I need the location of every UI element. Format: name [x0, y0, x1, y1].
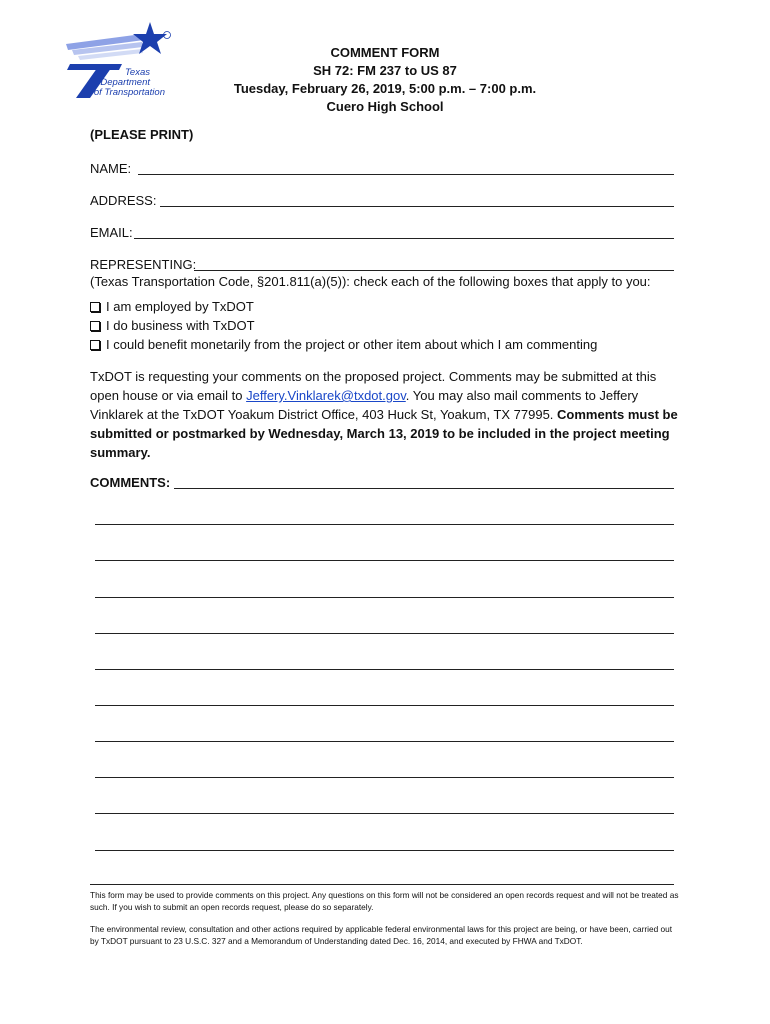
- comment-line[interactable]: [95, 777, 674, 778]
- footer-divider: [90, 884, 674, 885]
- route-line: SH 72: FM 237 to US 87: [313, 63, 457, 78]
- form-title: COMMENT FORM: [330, 45, 440, 60]
- checkbox-employed[interactable]: [90, 298, 254, 316]
- comment-line[interactable]: [174, 488, 674, 489]
- checkbox-business[interactable]: [90, 317, 255, 335]
- comment-line[interactable]: [95, 741, 674, 742]
- name-label: NAME:: [90, 161, 132, 176]
- request-mail: . You may also mail comments to Jeffery Vinklarek at the TxDOT Yoakum District Office, 403 Huck St, Yoakum, TX 77995.: [90, 388, 639, 422]
- email-field[interactable]: [90, 224, 674, 242]
- address-field[interactable]: [90, 192, 674, 210]
- comment-line[interactable]: [95, 705, 674, 706]
- texas-code-note: (Texas Transportation Code, §201.811(a)(5)): check each of the following boxes that apply to you:: [90, 274, 651, 289]
- name-field[interactable]: [90, 160, 674, 178]
- deadline-text: Comments must be submitted or postmarked by Wednesday, March 13, 2019 to be included in the project meeting summary.: [90, 407, 678, 460]
- request-intro: TxDOT is requesting your comments on the proposed project. Comments may be submitted at this open house or via email to: [90, 369, 657, 403]
- representing-line[interactable]: [194, 270, 674, 271]
- comment-line[interactable]: [95, 669, 674, 670]
- representing-field[interactable]: [90, 256, 674, 274]
- logo-text-department: Department: [100, 77, 150, 88]
- request-paragraph: [90, 367, 680, 462]
- environmental-note: The environmental review, consultation and other actions required by applicable federal environmental laws for this project are being, or have been, carried out by TxDOT pursuant to 23 U.S.C. 327 and a Memorandum of Understanding dated Dec. 16, 2014, and executed by FHWA and TxDOT.: [90, 924, 673, 946]
- comment-line[interactable]: [95, 597, 674, 598]
- comment-line[interactable]: [95, 813, 674, 814]
- checkbox-benefit[interactable]: [90, 336, 597, 354]
- checkbox-label: I could benefit monetarily from the project or other item about which I am commenting: [106, 337, 598, 352]
- contact-email-link[interactable]: Jeffery.Vinklarek@txdot.gov: [246, 388, 406, 403]
- please-print-label: (PLEASE PRINT): [90, 127, 194, 142]
- address-label: ADDRESS:: [90, 193, 157, 208]
- name-line[interactable]: [138, 174, 674, 175]
- checkbox-label: I do business with TxDOT: [106, 318, 255, 333]
- meeting-datetime: Tuesday, February 26, 2019, 5:00 p.m. – 7:00 p.m.: [233, 81, 537, 96]
- form-header: [0, 44, 770, 116]
- comment-line[interactable]: [95, 633, 674, 634]
- address-line[interactable]: [160, 206, 674, 207]
- email-label: EMAIL:: [90, 225, 133, 240]
- comment-line[interactable]: [95, 850, 674, 851]
- logo-text-texas: Texas: [125, 67, 150, 78]
- logo-text-transportation: of Transportation: [93, 87, 165, 98]
- representing-label: REPRESENTING:: [90, 257, 197, 272]
- checkbox-square-icon[interactable]: [90, 321, 100, 331]
- comments-label: COMMENTS:: [90, 475, 171, 490]
- open-records-note: This form may be used to provide comments on this project. Any questions on this form will not be considered an open records request and will not be treated as such. If you wish to submit an open records request, please do so separately.: [90, 890, 679, 912]
- checkbox-square-icon[interactable]: [90, 340, 100, 350]
- checkbox-label: I am employed by TxDOT: [106, 299, 254, 314]
- meeting-location: Cuero High School: [326, 99, 444, 114]
- email-line[interactable]: [134, 238, 674, 239]
- checkbox-square-icon[interactable]: [90, 302, 100, 312]
- comment-line[interactable]: [95, 524, 674, 525]
- comment-line[interactable]: [95, 560, 674, 561]
